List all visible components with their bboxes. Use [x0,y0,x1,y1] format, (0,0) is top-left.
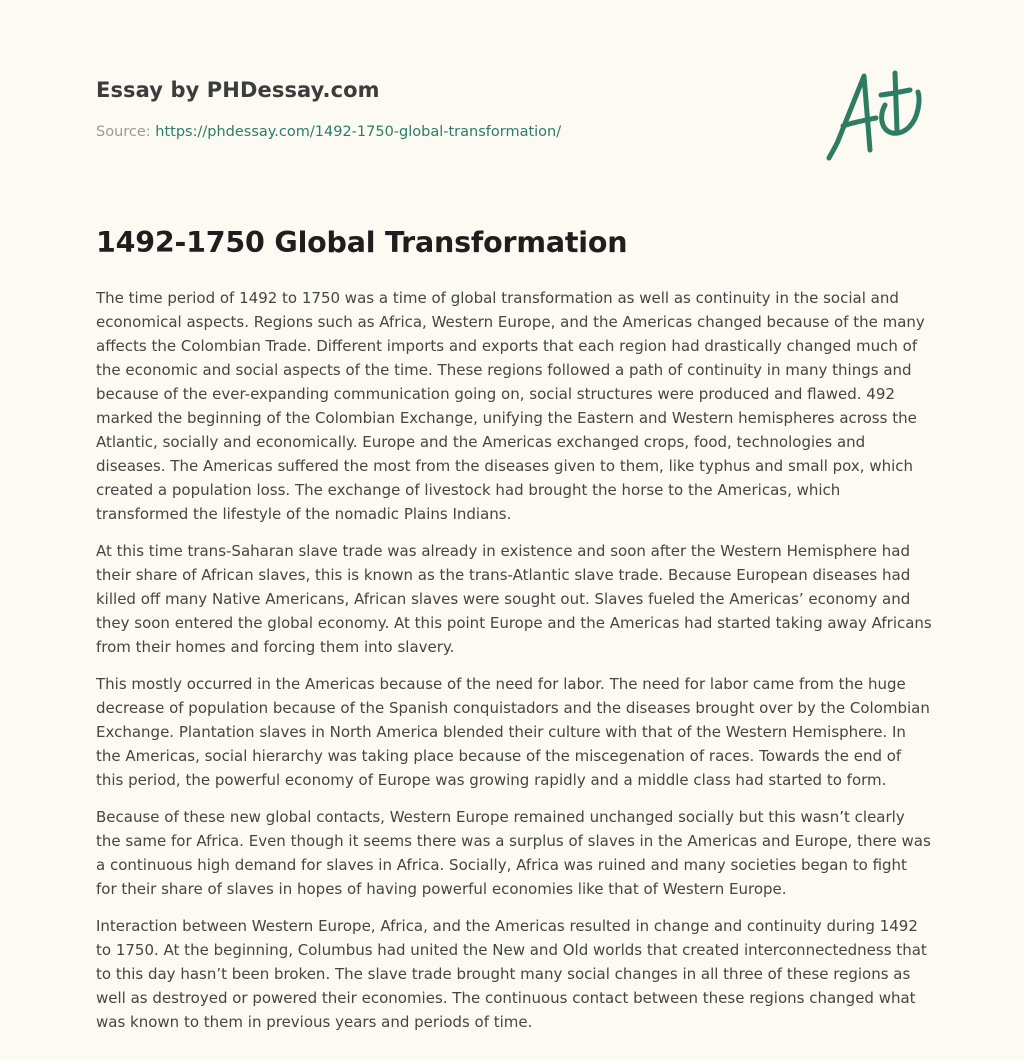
site-brand: Essay by PHDessay.com [96,78,380,102]
essay-paragraph: This mostly occurred in the Americas because of the need for labor. The need for labor came from the huge decrease of population because of the Spanish conquistadors and the diseases brought over by the Colombian Exchange. Plantation slaves in North America blended their culture with that of the Western Hemisphere. In the Americas, social hierarchy was taking place because of the miscegenation of races. Towards the end of this period, the powerful economy of Europe was growing rapidly and a middle class had started to form. [96,675,930,789]
essay-title: 1492-1750 Global Transformation [96,226,628,259]
page-header [96,0,932,190]
source-line [96,124,561,140]
essay-body [96,286,932,1047]
source-link[interactable]: https://phdessay.com/1492-1750-global-transformation/ [155,124,562,140]
essay-paragraph: The time period of 1492 to 1750 was a time of global transformation as well as continuity in the social and economical aspects. Regions such as Africa, Western Europe, and the Americas changed because of the many affects the Colombian Trade. Different imports and exports that each region had drastically changed much of the economic and social aspects of the time. These regions followed a path of continuity in many things and because of the ever-expanding communication going on, social structures were produced and flawed. 492 marked the beginning of the Colombian Exchange, unifying the Eastern and Western hemispheres across the Atlantic, socially and economically. Europe and the Americas exchanged crops, food, technologies and diseases. The Americas suffered the most from the diseases given to them, like typhus and small pox, which created a population loss. The exchange of livestock had brought the horse to the Americas, which transformed the lifestyle of the nomadic Plains Indians. [96,289,925,523]
essay-paragraph: At this time trans-Saharan slave trade was already in existence and soon after the Western Hemisphere had their share of African slaves, this is known as the trans-Atlantic slave trade. Because European diseases had killed off many Native Americans, African slaves were sought out. Slaves fueled the Americas’ economy and they soon entered the global economy. At this point Europe and the Americas had started taking away Africans from their homes and forcing them into slavery. [96,542,932,656]
essay-paragraph: Interaction between Western Europe, Africa, and the Americas resulted in change and continuity during 1492 to 1750. At the beginning, Columbus had united the New and Old worlds that created interconnectedness that to this day hasn’t been broken. The slave trade brought many social changes in all three of these regions as well as destroyed or powered their economies. The continuous contact between these regions changed what was known to them in previous years and periods of time. [96,917,927,1031]
essay-page [96,0,932,1031]
a-plus-grade-icon [826,68,926,164]
essay-paragraph: Because of these new global contacts, Western Europe remained unchanged socially but this wasn’t clearly the same for Africa. Even though it seems there was a surplus of slaves in the Americas and Europe, there was a continuous high demand for slaves in Africa. Socially, Africa was ruined and many societies began to fight for their share of slaves in hopes of having powerful economies like that of Western Europe. [96,808,931,898]
source-label: Source: [96,124,156,140]
